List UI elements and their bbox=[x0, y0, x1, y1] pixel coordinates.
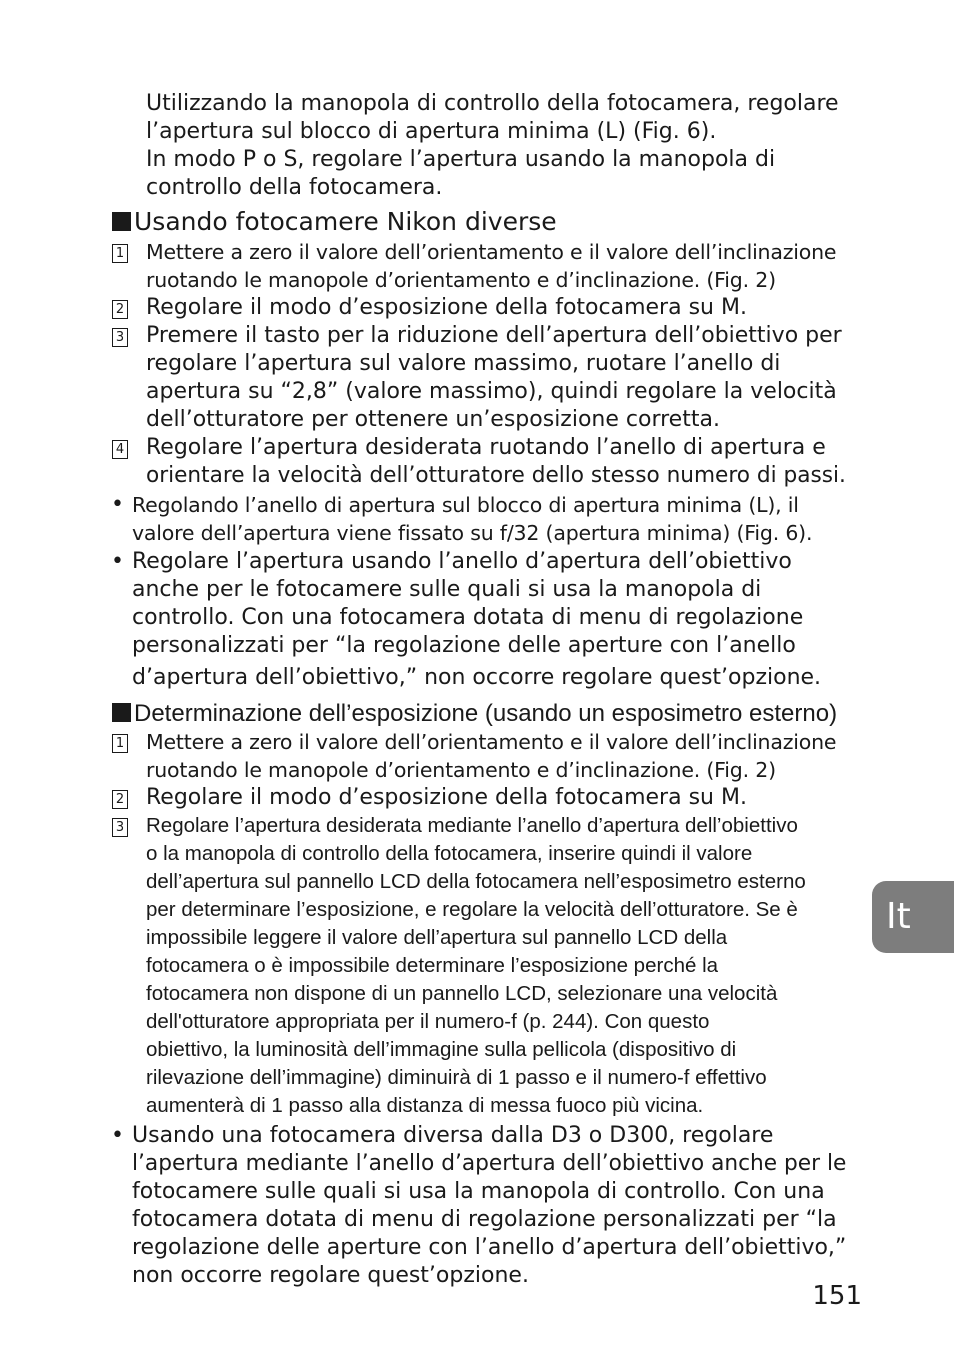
step-number: 2 bbox=[112, 300, 128, 319]
page-number: 151 bbox=[812, 1281, 862, 1311]
text-line: impossibile leggere il valore dell’apertura sul pannello LCD della bbox=[146, 926, 728, 949]
square-bullet-icon bbox=[112, 703, 131, 722]
text-line: fotocamera o è impossibile determinare l’esposizione perché la bbox=[146, 954, 719, 977]
language-tab: It bbox=[872, 881, 954, 953]
text-line: aumenterà di 1 passo alla distanza di messa fuoco più vicina. bbox=[146, 1094, 704, 1117]
text-line: anche per le fotocamere sulle quali si usa la manopola di bbox=[132, 577, 762, 602]
bullet-icon: • bbox=[111, 492, 124, 517]
text-line: Regolare il modo d’esposizione della fotocamera su M. bbox=[146, 295, 747, 320]
text-line: obiettivo, la luminosità dell’immagine sulla pellicola (dispositivo di bbox=[146, 1038, 737, 1061]
text-line: rilevazione dell’immagine) diminuirà di 1 passo e il numero-f effettivo bbox=[146, 1066, 767, 1089]
step-number: 1 bbox=[112, 244, 128, 263]
text-line: Regolare l’apertura desiderata ruotando l’anello di apertura e bbox=[146, 435, 826, 460]
bullet-icon: • bbox=[111, 1123, 124, 1148]
figure-ref: Fig. 2 bbox=[714, 268, 769, 292]
text-line: d’apertura dell’obiettivo,” non occorre regolare quest’opzione. bbox=[132, 665, 822, 690]
text-line: regolare l’apertura sul valore massimo, ruotare l’anello di bbox=[146, 351, 781, 376]
figure-ref: Fig. 6 bbox=[641, 119, 701, 144]
text-line: valore dell’apertura viene fissato su f/32 (apertura minima) (Fig. 6). bbox=[132, 521, 813, 545]
text-line: l’apertura sul blocco di apertura minima (L) (Fig. 6). bbox=[146, 119, 717, 144]
text-line: Usando una fotocamera diversa dalla D3 o D300, regolare bbox=[132, 1123, 774, 1148]
section-heading: Determinazione dell’esposizione (usando un esposimetro esterno) bbox=[112, 699, 837, 729]
square-bullet-icon bbox=[112, 212, 131, 231]
text-line: per determinare l’esposizione, e regolare la velocità dell’otturatore. Se è bbox=[146, 898, 798, 921]
text-line: fotocamera non dispone di un pannello LCD, selezionare una velocità bbox=[146, 982, 778, 1005]
text-line: controllo della fotocamera. bbox=[146, 175, 443, 200]
text-line: o la manopola di controllo della fotocamera, inserire quindi il valore bbox=[146, 842, 753, 865]
text-line: fotocamera dotata di menu di regolazione personalizzati per “la bbox=[132, 1207, 837, 1232]
text-line: Utilizzando la manopola di controllo della fotocamera, regolare bbox=[146, 91, 839, 116]
section-heading: Usando fotocamere Nikon diverse bbox=[112, 207, 557, 237]
figure-ref: Fig. 2 bbox=[714, 758, 769, 782]
text-line: ruotando le manopole d’orientamento e d’inclinazione. (Fig. 2) bbox=[146, 758, 776, 782]
text-line: dell’apertura sul pannello LCD della fotocamera nell’esposimetro esterno bbox=[146, 870, 806, 893]
figure-ref: Fig. 6 bbox=[744, 521, 799, 545]
text-line: personalizzati per “la regolazione delle aperture con l’anello bbox=[132, 633, 796, 658]
text-line: ruotando le manopole d’orientamento e d’inclinazione. (Fig. 2) bbox=[146, 268, 776, 292]
text-line: Regolare l’apertura usando l’anello d’apertura dell’obiettivo bbox=[132, 549, 792, 574]
text-line: apertura su “2,8” (valore massimo), quindi regolare la velocità bbox=[146, 379, 837, 404]
step-number: 2 bbox=[112, 790, 128, 809]
text-line: Premere il tasto per la riduzione dell’apertura dell’obiettivo per bbox=[146, 323, 842, 348]
text-line: In modo P o S, regolare l’apertura usando la manopola di bbox=[146, 147, 776, 172]
text-line: Regolare il modo d’esposizione della fotocamera su M. bbox=[146, 785, 747, 810]
text-line: orientare la velocità dell’otturatore dello stesso numero di passi. bbox=[146, 463, 846, 488]
text-line: dell'otturatore appropriata per il numero-f (p. 244). Con questo bbox=[146, 1010, 710, 1033]
text-line: Mettere a zero il valore dell’orientamento e il valore dell’inclinazione bbox=[146, 730, 837, 754]
text-line: Mettere a zero il valore dell’orientamento e il valore dell’inclinazione bbox=[146, 240, 837, 264]
text-line: controllo. Con una fotocamera dotata di menu di regolazione bbox=[132, 605, 804, 630]
bullet-icon: • bbox=[111, 549, 124, 574]
text-line: l’apertura mediante l’anello d’apertura dell’obiettivo anche per le bbox=[132, 1151, 847, 1176]
text-line: Regolando l’anello di apertura sul blocco di apertura minima (L), il bbox=[132, 493, 799, 517]
text-line: non occorre regolare quest’opzione. bbox=[132, 1263, 529, 1288]
text-line: regolazione delle aperture con l’anello d’apertura dell’obiettivo,” bbox=[132, 1235, 847, 1260]
text-line: dell’otturatore per ottenere un’esposizione corretta. bbox=[146, 407, 720, 432]
step-number: 3 bbox=[112, 818, 128, 837]
text-line: fotocamere sulle quali si usa la manopola di controllo. Con una bbox=[132, 1179, 825, 1204]
step-number: 4 bbox=[112, 440, 128, 459]
text-line: Regolare l’apertura desiderata mediante l’anello d’apertura dell’obiettivo bbox=[146, 814, 798, 837]
step-number: 3 bbox=[112, 328, 128, 347]
step-number: 1 bbox=[112, 734, 128, 753]
